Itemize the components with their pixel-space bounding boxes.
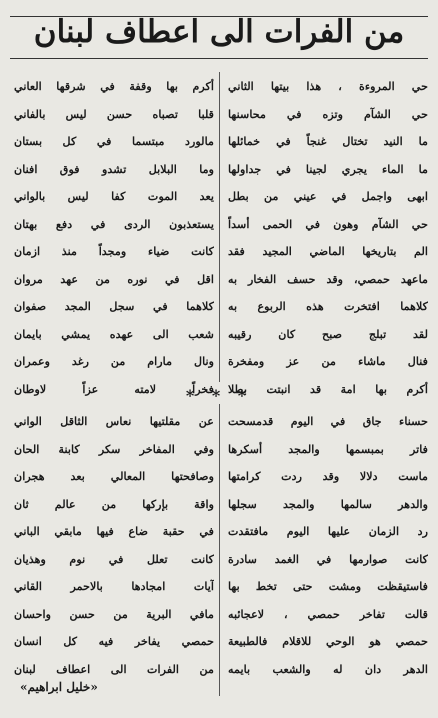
verse-line: وفي المفاخر سكر كابنة الحان — [14, 441, 214, 456]
verse-line: فخراً لامته عزاً لاوطان — [14, 381, 214, 396]
verse-line: ماست دلالا وقد ردت كرامتها — [228, 469, 428, 483]
verse-line: يستعذبون الردى في دفع بهتان — [14, 216, 214, 231]
column-divider — [219, 404, 220, 696]
verse-line: رد الزمان عليها اليوم مافتقدت — [228, 524, 428, 538]
verse-line: لقد تبلج صبح كان رقيبه — [228, 326, 428, 341]
verse-line: كانت ضياء ومجداً منذ ازمان — [14, 244, 214, 258]
verse-line: واقة بإركها من عالم ثان — [14, 496, 214, 511]
verse-line: ما الماء يجري لجينا في جداولها — [228, 161, 428, 176]
verse-line: حي الشآم وهون في الحمى أسداً — [228, 216, 428, 231]
verse-line: مالورد مبتسما في كل بستان — [14, 134, 214, 148]
verse-line: من الفرات الى اعطاف لبنان — [14, 661, 214, 676]
verse-line: مافي البرية من حسن واحسان — [14, 606, 214, 621]
verse-line: فاستيقظت ومشت حتى تخط بها — [228, 579, 428, 593]
poem-title: من الفرات الى اعطاف لبنان — [33, 14, 405, 50]
verse-line: فاتر بمبسمها والمجد أسكرها — [228, 441, 428, 456]
verse-line: قالت تفاخر حمصي ، لاعجائبه — [228, 606, 428, 621]
verse-line: ابهى واجمل في عيني من بطل — [228, 189, 428, 203]
verse-line: حي الشآم وتزه في محاسنها — [228, 106, 428, 121]
verse-line: ونال مارام من رغد وعمران — [14, 354, 214, 368]
verse-line: أكرم بها امة قد انبتت بطلا — [228, 381, 428, 396]
verse-line: وما البلابل تشدو فوق افنان — [14, 161, 214, 176]
verse-line: حي المروءة ، هذا بيتها الثاني — [228, 79, 428, 93]
author-signature: «خليل ابراهيم» — [20, 680, 98, 694]
stanza-2-left-column — [14, 408, 214, 683]
verse-line: حمصي يفاخر فيه كل انسان — [14, 634, 214, 648]
verse-line: كلاهما افتخرت هذه الربوع به — [228, 299, 428, 313]
verse-line: قلبا تصباه حسن ليس بالفاني — [14, 106, 214, 121]
title-rule — [10, 58, 428, 59]
verse-line: كلاهما في سجل المجد صفوان — [14, 299, 214, 313]
stanza-1-right-column — [228, 73, 428, 403]
stanza-1-left-column — [14, 73, 214, 403]
verse-line: آيات امجادها بالاحمر القاني — [14, 579, 214, 593]
verse-line: ما النيد تختال غنجاً في خمائلها — [228, 134, 428, 148]
verse-line: الدهر دان له والشعب بايمه — [228, 661, 428, 676]
verse-line: كانت تعلل في نوم وهذيان — [14, 551, 214, 566]
column-divider — [219, 72, 220, 382]
verse-line: الم بتاريخها الماضي المجيد فقد — [228, 244, 428, 258]
verse-line: ماعهد حمصي، وقد حسف الفخار به — [228, 271, 428, 286]
stanza-2-right-column — [228, 408, 428, 683]
verse-line: يعد الموت كفا ليس بالواني — [14, 189, 214, 203]
verse-line: شعب الى عهده يمشي بايمان — [14, 326, 214, 341]
verse-line: حمصي هو الوحي للاقلام فالطبيعة — [228, 634, 428, 648]
verse-line: حسناء جاق في اليوم قدمسحت — [228, 414, 428, 428]
verse-line: فنال ماشاء من عز ومفخرة — [228, 354, 428, 368]
verse-line: أكرم بها وقفة في شرقها العاني — [14, 79, 214, 93]
verse-line: كانت صوارمها في الغمد سادرة — [228, 551, 428, 566]
stanza-separator: * * * — [185, 386, 253, 405]
verse-line: وصافحتها المعالي بعد هجران — [14, 469, 214, 483]
verse-line: اقل في نوره من عهد مروان — [14, 271, 214, 286]
verse-line: عن مقلتيها نعاس الثاقل الواني — [14, 414, 214, 428]
verse-line: والدهر سالمها والمجد سجلها — [228, 496, 428, 511]
verse-line: في حقبة ضاع فيها مابقي الباني — [14, 524, 214, 538]
